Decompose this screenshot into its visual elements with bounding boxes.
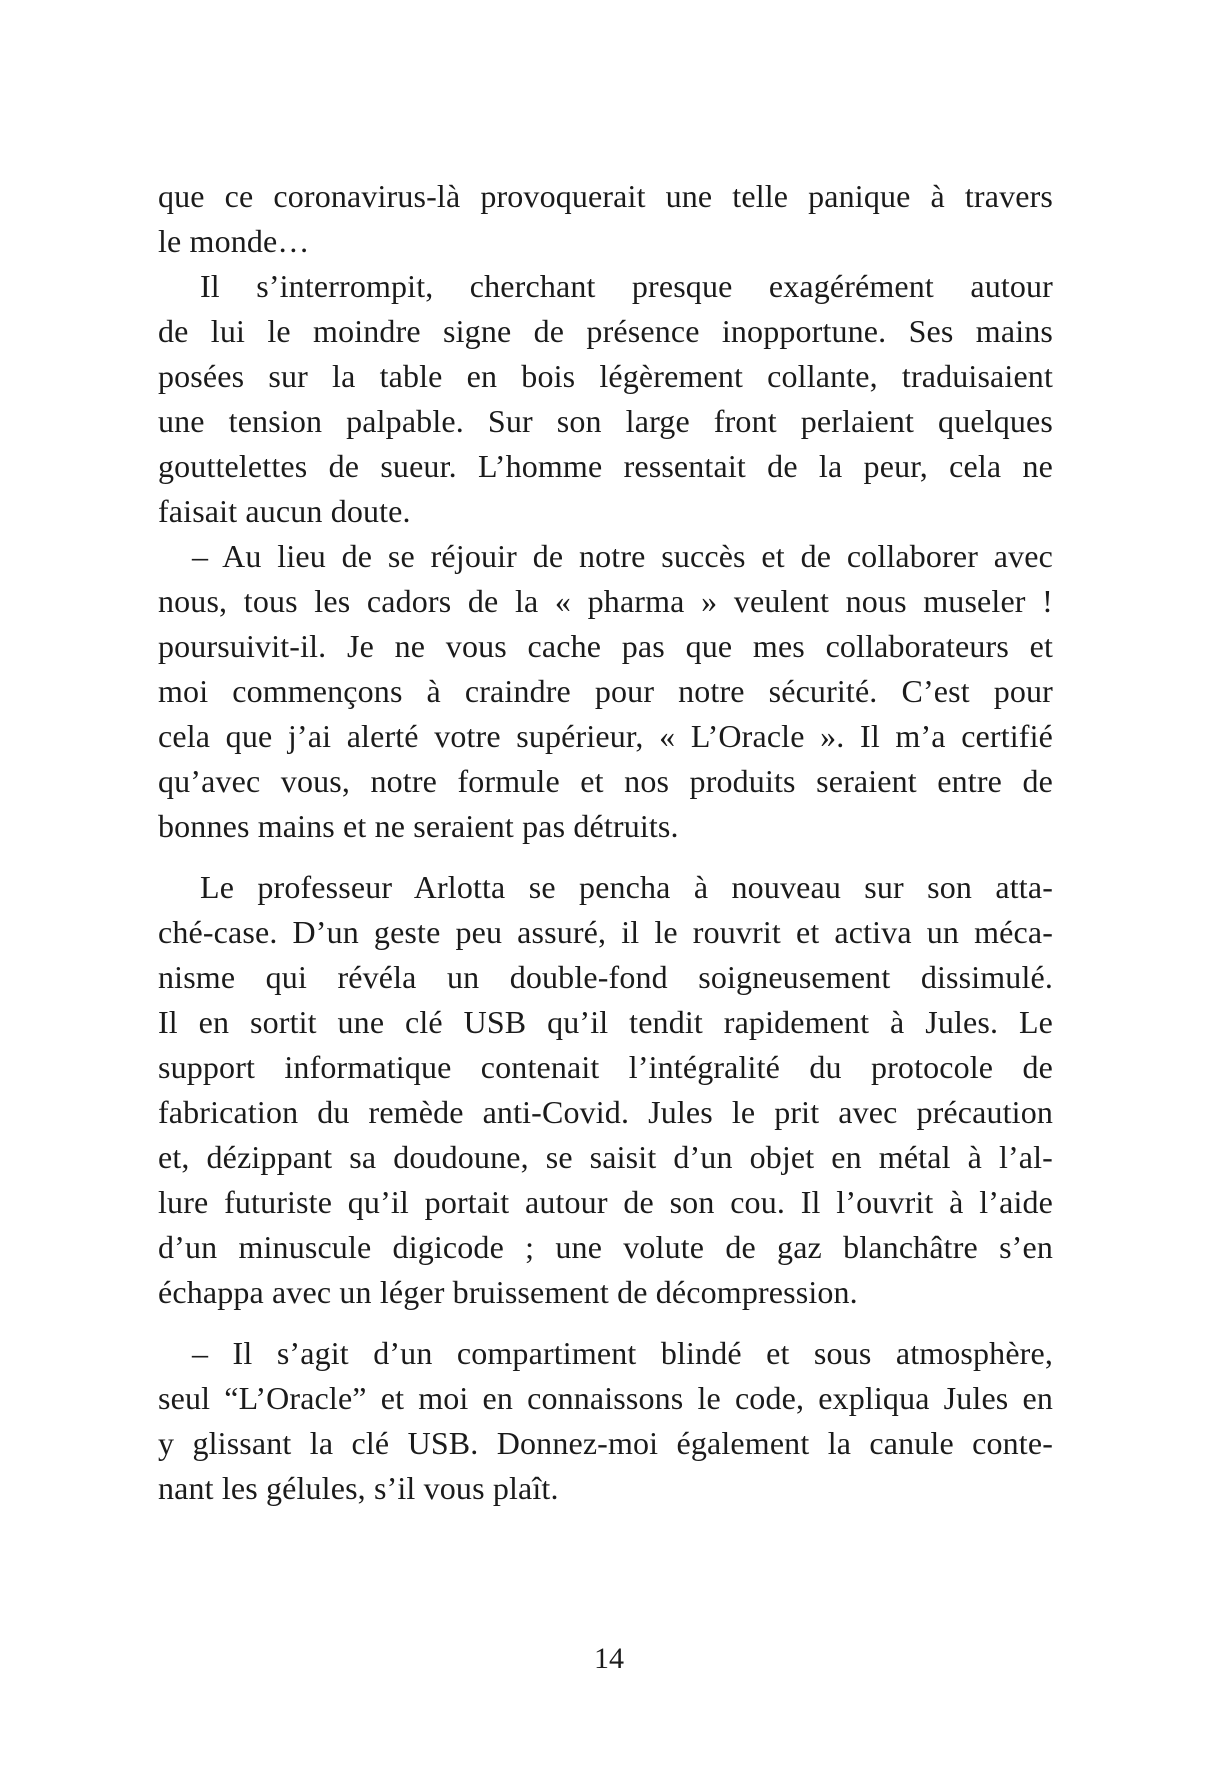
text-line: d’un minuscule digicode ; une volute de gaz blanchâtre s’en <box>158 1229 1053 1265</box>
text-line: lure futuriste qu’il portait autour de son cou. Il l’ouvrit à l’aide <box>158 1184 1053 1220</box>
text-line: support informatique contenait l’intégralité du protocole de <box>158 1049 1053 1085</box>
paragraph <box>158 264 1053 534</box>
text-line: que ce coronavirus-là provoquerait une telle panique à travers <box>158 178 1053 214</box>
text-line: de lui le moindre signe de présence inopportune. Ses mains <box>158 313 1053 349</box>
text-line: faisait aucun doute. <box>158 493 411 529</box>
text-line: Il en sortit une clé USB qu’il tendit rapidement à Jules. Le <box>158 1004 1053 1040</box>
paragraph <box>158 865 1053 1315</box>
paragraph <box>158 1331 1053 1511</box>
text-line: une tension palpable. Sur son large front perlaient quelques <box>158 403 1053 439</box>
text-line: seul “L’Oracle” et moi en connaissons le code, expliqua Jules en <box>158 1380 1053 1416</box>
text-line: – Il s’agit d’un compartiment blindé et sous atmosphère, <box>192 1335 1053 1371</box>
paragraph <box>158 174 1053 264</box>
text-line: ché-case. D’un geste peu assuré, il le rouvrit et activa un méca- <box>158 914 1053 950</box>
text-line: Le professeur Arlotta se pencha à nouveau sur son atta- <box>200 869 1053 905</box>
text-line: échappa avec un léger bruissement de décompression. <box>158 1274 858 1310</box>
text-block <box>158 174 1053 1511</box>
text-line: Il s’interrompit, cherchant presque exagérément autour <box>200 268 1053 304</box>
text-line: moi commençons à craindre pour notre sécurité. C’est pour <box>158 673 1053 709</box>
text-line: nisme qui révéla un double-fond soigneusement dissimulé. <box>158 959 1053 995</box>
text-line: et, dézippant sa doudoune, se saisit d’un objet en métal à l’al- <box>158 1139 1053 1175</box>
text-line: nant les gélules, s’il vous plaît. <box>158 1470 559 1506</box>
text-line: posées sur la table en bois légèrement collante, traduisaient <box>158 358 1053 394</box>
text-line: bonnes mains et ne seraient pas détruits. <box>158 808 679 844</box>
page-number: 14 <box>594 1642 624 1675</box>
text-line: nous, tous les cadors de la « pharma » veulent nous museler ! <box>158 583 1053 619</box>
text-line: fabrication du remède anti-Covid. Jules le prit avec précaution <box>158 1094 1053 1130</box>
text-line: qu’avec vous, notre formule et nos produits seraient entre de <box>158 763 1053 799</box>
text-line: poursuivit-il. Je ne vous cache pas que mes collaborateurs et <box>158 628 1053 664</box>
text-line: y glissant la clé USB. Donnez-moi également la canule conte- <box>158 1425 1053 1461</box>
text-line: cela que j’ai alerté votre supérieur, « L’Oracle ». Il m’a certifié <box>158 718 1053 754</box>
text-line: – Au lieu de se réjouir de notre succès et de collaborer avec <box>192 538 1053 574</box>
text-line: le monde… <box>158 223 310 259</box>
paragraph <box>158 534 1053 849</box>
text-line: gouttelettes de sueur. L’homme ressentait de la peur, cela ne <box>158 448 1053 484</box>
